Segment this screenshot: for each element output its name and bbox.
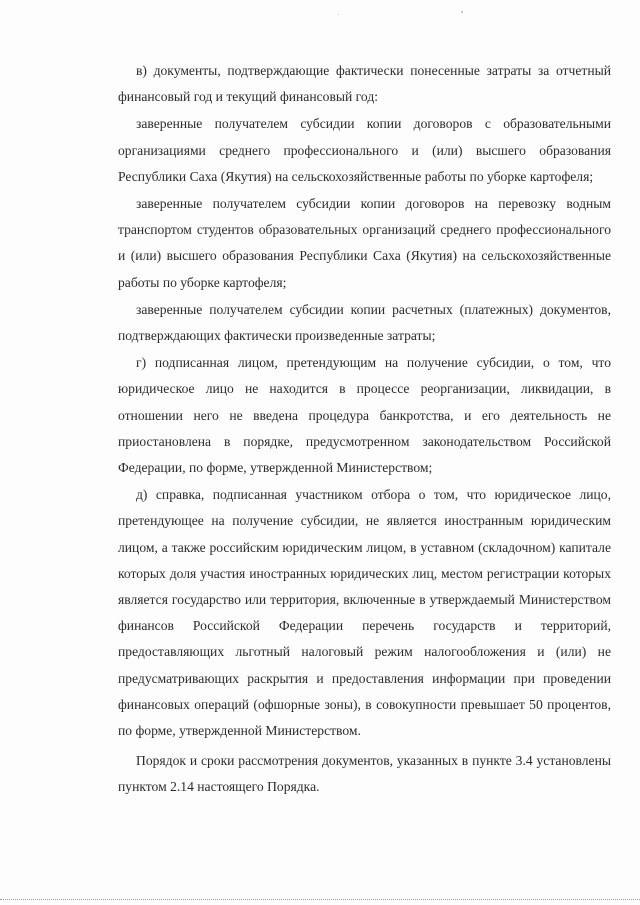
paragraph-g-statement: г) подписанная лицом, претендующим на получение субсидии, о том, что юридическое лицо не находится в процессе реорганизации, ликвидации, в отношении него не введена процедура банкротства, и его деятельность не приостановлена в порядке, предусмотренном законодательством Российской Федерации, по форме, утвержденной Министерством;: [118, 355, 611, 476]
scan-speck: [338, 14, 339, 15]
paragraph-review-procedure: Порядок и сроки рассмотрения документов, указанных в пункте 3.4 установлены пунктом 2.14 настоящего Порядка.: [118, 753, 611, 795]
paragraph-contract-copies: заверенные получателем субсидии копии договоров с образовательными организациями среднего профессионального и (или) высшего образования Республики Саха (Якутия) на сельскохозяйственные работы по уборке картофеля;: [118, 116, 611, 184]
paragraph-v-documents: в) документы, подтверждающие фактически понесенные затраты за отчетный финансовый год и текущий финансовый год:: [118, 63, 611, 105]
paragraph-transport-contracts: заверенные получателем субсидии копии договоров на перевозку водным транспортом студентов образовательных организаций среднего профессионального и (или) высшего образования Республики Саха (Якутия) на сельскохозяйственные работы по уборке картофеля;: [118, 196, 611, 290]
paragraph-payment-documents: заверенные получателем субсидии копии расчетных (платежных) документов, подтверждающих фактически произведенные затраты;: [118, 301, 611, 344]
document-body: [118, 58, 611, 801]
scan-speck: [461, 11, 463, 13]
paragraph-d-certificate: д) справка, подписанная участником отбора о том, что юридическое лицо, претендующее на получение субсидии, не является иностранным юридическим лицом, а также российским юридическим лицом, в уставном (складочном) капитале которых доля участия иностранных юридических лиц, местом регистрации которых является государство или территория, включенные в утверждаемый Министерством финансов Российской Федерации перечень государств и территорий, предоставляющих льготный налоговый режим налогообложения и (или) не предусматривающих раскрытия и предоставления информации при проведении финансовых операций (офшорные зоны), в совокупности превышает 50 процентов, по форме, утвержденной Министерством.: [118, 487, 611, 739]
scan-bottom-edge: [0, 899, 640, 900]
